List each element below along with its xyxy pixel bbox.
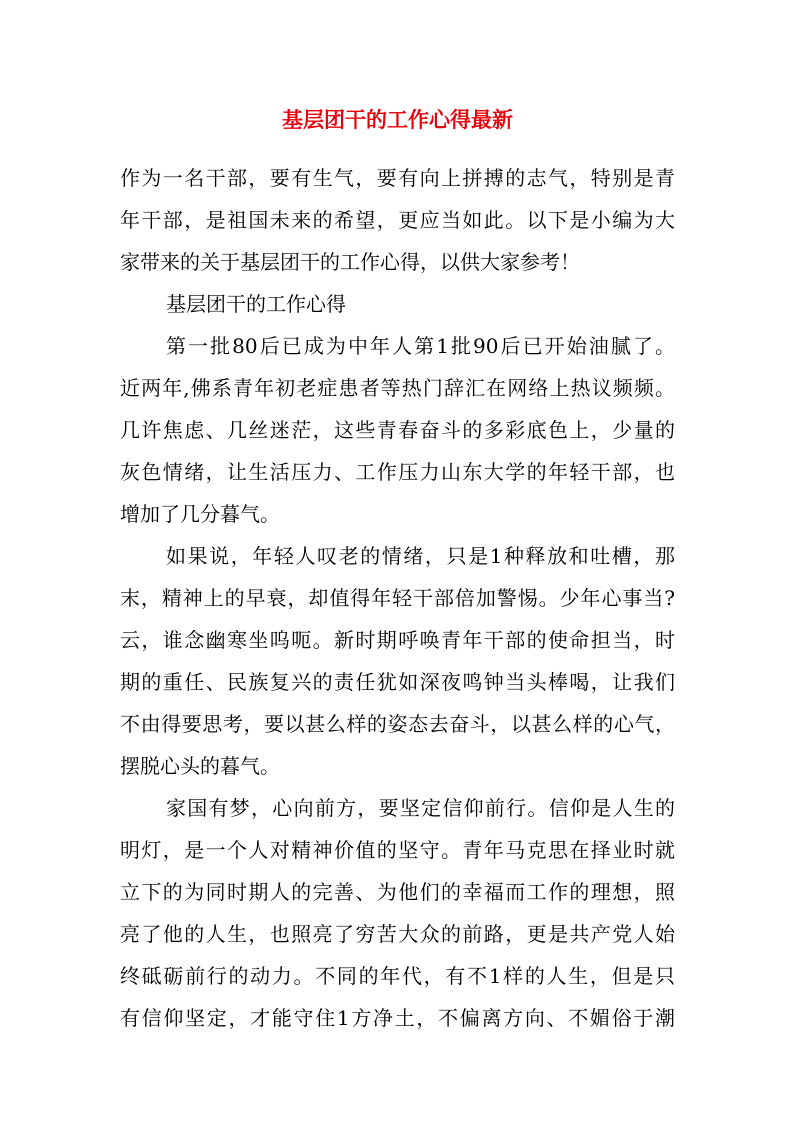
- body-text-line: 不由得要思考，要以甚么样的姿态去奋斗，以甚么样的心气，: [120, 712, 675, 736]
- body-text-line: 亮了他的人生，也照亮了穷苦大众的前路，更是共产党人始: [120, 922, 675, 946]
- body-text-line: 作为一名干部，要有生气，要有向上拼搏的志气，特别是青: [120, 166, 675, 190]
- body-text-line: 末，精神上的早衰，却值得年轻干部倍加警惕。少年心事当?: [120, 586, 675, 610]
- body-text-line: 近两年,佛系青年初老症患者等热门辞汇在网络上热议频频。: [120, 376, 675, 400]
- body-text-line: 如果说，年轻人叹老的情绪，只是1种释放和吐槽，那: [166, 544, 675, 568]
- body-text-line: 第一批80后已成为中年人第1批90后已开始油腻了。: [166, 334, 675, 358]
- body-text-line: 几许焦虑、几丝迷茫，这些青春奋斗的多彩底色上，少量的: [120, 418, 675, 442]
- body-text-line: 摆脱心头的暮气。: [120, 754, 280, 778]
- body-text-line: 灰色情绪，让生活压力、工作压力山东大学的年轻干部，也: [120, 460, 675, 484]
- body-text-line: 云，谁念幽寒坐呜呃。新时期呼唤青年干部的使命担当，时: [120, 628, 675, 652]
- body-text-line: 家带来的关于基层团干的工作心得，以供大家参考！: [120, 250, 580, 274]
- body-text-line: 终砥砺前行的动力。不同的年代，有不1样的人生，但是只: [120, 964, 675, 988]
- body-text-line: 立下的为同时期人的完善、为他们的幸福而工作的理想，照: [120, 880, 675, 904]
- body-text-line: 增加了几分暮气。: [120, 502, 280, 526]
- body-text-line: 期的重任、民族复兴的责任犹如深夜鸣钟当头棒喝，让我们: [120, 670, 675, 694]
- body-text-line: 明灯，是一个人对精神价值的坚守。青年马克思在择业时就: [120, 838, 675, 862]
- body-text-line: 年干部，是祖国未来的希望，更应当如此。以下是小编为大: [120, 208, 675, 232]
- body-text-line: 家国有梦，心向前方，要坚定信仰前行。信仰是人生的: [166, 796, 675, 820]
- body-text-line: 基层团干的工作心得: [166, 292, 346, 316]
- body-text-line: 有信仰坚定，才能守住1方净土，不偏离方向、不媚俗于潮: [120, 1006, 675, 1030]
- document-title: 基层团干的工作心得最新: [282, 107, 513, 132]
- document-body: [120, 157, 675, 1039]
